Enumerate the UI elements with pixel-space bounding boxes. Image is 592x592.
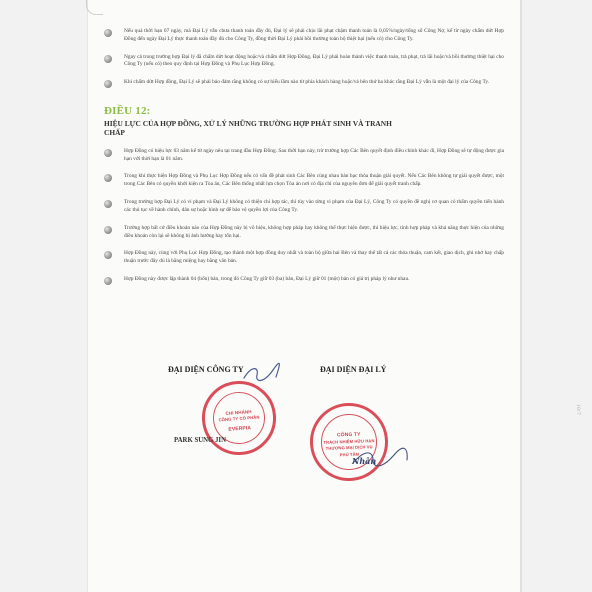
clause-paragraph-6	[104, 199, 504, 215]
clause-paragraph-3	[104, 79, 504, 87]
bullet-icon	[104, 80, 112, 88]
company-stamp-line-2: CÔNG TY CỔ PHẦN	[218, 414, 260, 423]
bullet-icon	[104, 55, 112, 63]
clause-text: Khi chấm dứt Hợp đồng, Đại Lý sẽ phải bảo đảm rằng không có sự hiểu lầm nào từ phía khách hàng hoặc/và bên thứ ba khác rằng Đại Lý vẫn là một đại lý của Công Ty.	[124, 79, 490, 86]
bullet-icon	[104, 200, 112, 208]
clause-paragraph-1	[104, 28, 504, 44]
clause-paragraph-8	[104, 250, 504, 266]
clause-text: Hợp Đồng này được lập thành 04 (bốn) bản, trong đó Công Ty giữ 03 (ba) bản, Đại Lý giữ 01 (một) bản có giá trị pháp lý như nhau.	[124, 276, 410, 283]
agent-signer-name: Nhân	[352, 456, 377, 466]
agent-stamp-line-1: CÔNG TY	[336, 431, 361, 439]
section-heading	[104, 105, 504, 138]
clause-paragraph-2	[104, 54, 504, 70]
clause-paragraph-9	[104, 276, 504, 284]
company-signer-name: PARK SUNG JIN	[174, 437, 226, 444]
agent-representative-label: ĐẠI DIỆN ĐẠI LÝ	[320, 365, 387, 374]
agent-stamp-line-3: THƯƠNG MẠI DỊCH VỤ	[325, 444, 373, 451]
clause-text: Hợp Đồng có hiệu lực 03 năm kể từ ngày nêu tại trang đầu Hợp Đồng. Sau thời hạn này, trừ trường hợp Các Bên quyết định điều chỉnh khác đi, Hợp Đồng sẽ tự động được gia hạn với thời hạn là 01 năm.	[124, 147, 504, 162]
agent-stamp-line-4: PHÚ TÂM	[339, 451, 360, 458]
clause-text: Trường hợp bất cứ điều khoản nào của Hợp Đồng này bị vô hiệu, không hợp pháp hay không thể thực hiện được, thì hiệu lực, tính hợp pháp và khả năng thực hiện của những điều khoản còn lại sẽ không bị ảnh hưởng hay tổn hại.	[124, 224, 504, 239]
article-title: HIỆU LỰC CỦA HỢP ĐỒNG, XỬ LÝ NHỮNG TRƯỜNG HỢP PHÁT SINH VÀ TRANH CHẤP	[104, 119, 392, 138]
bullet-icon	[104, 149, 112, 157]
clause-text: Ngay cả trong trường hợp Đại lý đã chấm dứt hoạt động hoặc/và chấm dứt Hợp Đồng, Đại Lý phải hoàn thành việc thanh toán, trả phạt, trả lãi hoặc/và bồi thường thiệt hại cho Công Ty (nếu có) theo quy định tại Hợp Đồng và Phụ Lục Hợp Đồng.	[124, 53, 504, 68]
bullet-icon	[104, 174, 112, 182]
company-stamp-line-1: CHI NHÁNH	[225, 409, 252, 416]
article-number: ĐIỀU 12:	[104, 105, 151, 118]
page-edge-line	[520, 0, 522, 592]
clause-paragraph-7	[104, 225, 504, 241]
clause-paragraph-5	[104, 173, 504, 189]
company-stamp	[200, 379, 279, 458]
clause-text: Nếu quá thời hạn 07 ngày, mà Đại Lý vẫn chưa thanh toán đầy đủ, Đại lý sẽ phải chịu lãi phạt chậm thanh toán là 0,05%/ngày/tổng số Công Nợ, kể từ ngày chấm dứt Hợp Đồng đến ngày Đại Lý thực thanh toán đầy đủ cho Công Ty, đồng thời Đại Lý phải bồi thường toàn bộ thiệt hại (nếu có) cho Công Ty.	[124, 28, 504, 42]
bullet-icon	[104, 251, 112, 259]
clause-paragraph-4	[104, 148, 504, 164]
clause-text: Trong khi thực hiện Hợp Đồng và Phụ Lục Hợp Đồng nếu có vấn đề phát sinh Các Bên cùng nhau bàn bạc thỏa thuận giải quyết. Nếu Các Bên không tự giải quyết được, một trong Các Bên có quyền khởi kiện ra Tòa án, Các Bên thống nhất lựa chọn Tòa án nơi có địa chỉ của nguyên đơn để giải quyết tranh chấp.	[124, 173, 504, 188]
company-stamp-line-3: EVERPIA	[228, 425, 252, 433]
clause-text: Trong trường hợp Đại Lý có vi phạm và Đại Lý không có thiện chí hợp tác, thì tùy vào từng vi phạm của Đại Lý, Công Ty có quyền đề nghị cơ quan có thẩm quyền tiến hành các thủ tục về hành chính, dân sự hoặc hình sự để bảo vệ quyền lợi của Công Ty.	[124, 199, 504, 213]
bullet-icon	[104, 277, 112, 285]
bullet-icon	[104, 226, 112, 234]
agent-stamp-line-2: TRÁCH NHIỆM HỮU HẠN	[323, 438, 375, 445]
margin-mark: 10/7	[575, 404, 580, 416]
clause-text: Hợp Đồng này, cùng với Phụ Lục Hợp Đồng, tạo thành một hợp đồng duy nhất và toàn bộ giữa hai Bên và thay thế tất cả các thỏa thuận, cam kết, giao dịch, ghi nhớ hay chấp thuận trước đây dù là bằng miệng hay bằng văn bản.	[124, 250, 504, 265]
signature-section	[138, 365, 468, 495]
bullet-icon	[104, 29, 112, 37]
company-representative-label: ĐẠI DIỆN CÔNG TY	[168, 365, 244, 374]
document-content	[104, 28, 504, 294]
